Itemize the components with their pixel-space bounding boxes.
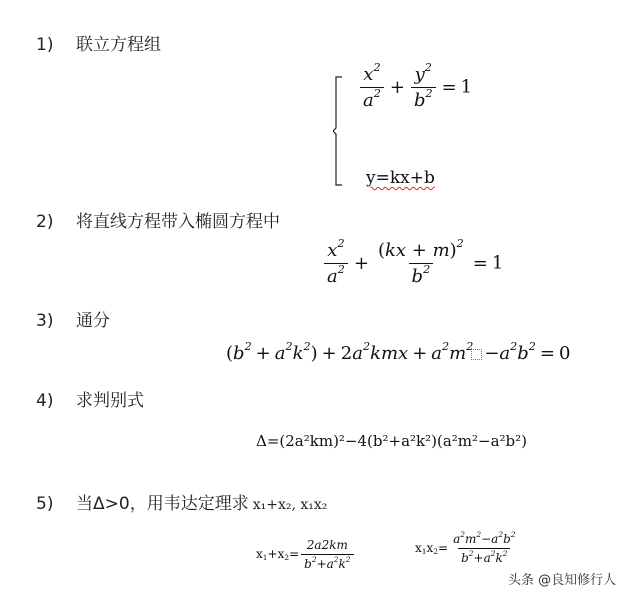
step-title: 当Δ>0，用韦达定理求 xyxy=(76,494,249,514)
watermark-text: 头条 @良知修行人 xyxy=(508,573,617,588)
vieta-sum: $x_1+x_2=$ $\frac{2a2km}{b^2+a^2k^2}$ xyxy=(256,538,356,571)
placeholder-box-icon xyxy=(471,349,482,360)
vieta-product: $x_1x_2=$ $\frac{a^2m^2-a^2b^2}{b^2+a^2k^2}$ xyxy=(415,530,516,565)
step-number: 5) xyxy=(36,494,54,514)
step-title: 联立方程组 xyxy=(76,35,161,55)
step-1-heading xyxy=(36,30,161,55)
vieta-variables: x₁+x₂, x₁x₂ xyxy=(252,497,328,513)
left-brace-icon xyxy=(333,76,343,186)
step-number: 2) xyxy=(36,212,54,232)
step-2-heading xyxy=(36,207,280,232)
discriminant-text: Δ=(2a²km)²−4(b²+a²k²)(a²m²−a²b²) xyxy=(256,432,528,450)
step-title: 求判别式 xyxy=(76,391,144,411)
step-number: 1) xyxy=(36,35,54,55)
step-number: 4) xyxy=(36,391,54,411)
equation-rhs: 1 xyxy=(460,76,473,98)
line-equation xyxy=(366,168,435,188)
ellipse-equation: $\frac{x^2}{a^2}$ + $\frac{y^2}{b^2}$ = 1 xyxy=(358,64,472,111)
step-5-heading xyxy=(36,489,327,514)
step-title: 通分 xyxy=(76,311,110,331)
substituted-equation: $\frac{x^2}{a^2}$ + $\frac{(kx + m)^2}{b^2}$ = 1 xyxy=(322,240,503,287)
discriminant-equation xyxy=(256,432,527,450)
step-title: 将直线方程带入椭圆方程中 xyxy=(76,212,280,232)
step-number: 3) xyxy=(36,311,54,331)
common-denominator-equation: $(b^2 + a^2k^2) + 2a^2kmx + a^2m^2 -a^2b^2 = 0$ xyxy=(226,340,571,364)
line-equation-text: y=kx+b xyxy=(366,168,435,188)
step-4-heading xyxy=(36,386,144,411)
watermark xyxy=(508,569,616,588)
step-3-heading xyxy=(36,306,110,331)
